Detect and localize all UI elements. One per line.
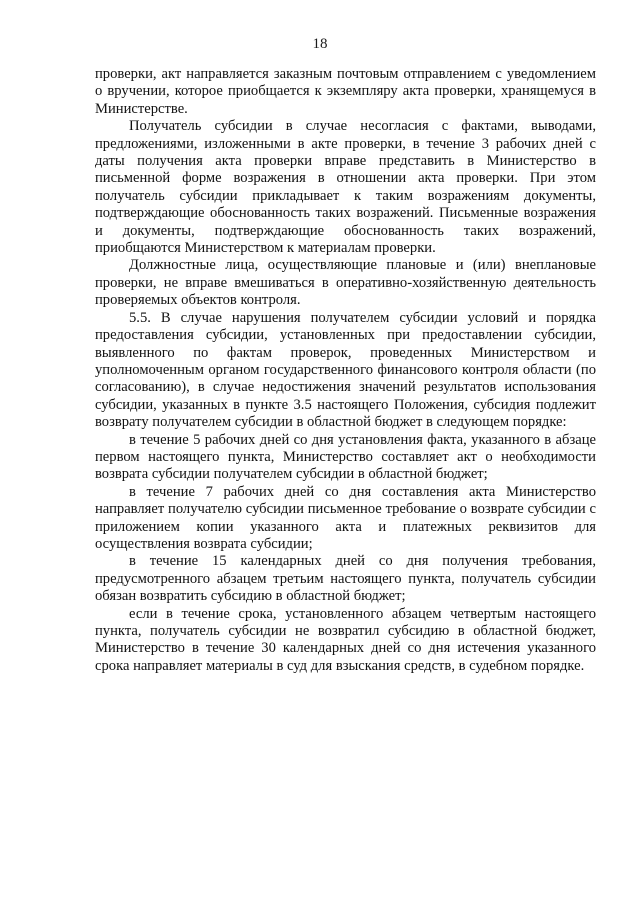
paragraph-court: если в течение срока, установленного абзацем четвертым настоящего пункта, получатель субсидии не возвратил субсидию в областной бюджет, Министерство в течение 30 календарных дней со дня истечения указанного срока направляет материалы в суд для взыскания средств, в судебном порядке. — [95, 605, 596, 674]
paragraph-clause-5-5: 5.5. В случае нарушения получателем субсидии условий и порядка предоставления субсидии, установленных при предоставлении субсидии, выявленного по фактам проверок, проведенных Министерством и уполномоченным органом государственного финансового контроля области (по согласованию), в случае недостижения значений результатов использования субсидии, указанных в пункте 3.5 настоящего Положения, субсидия подлежит возврату получателем субсидии в областной бюджет в следующем порядке: — [95, 309, 596, 431]
document-body — [95, 66, 596, 675]
paragraph-officials: Должностные лица, осуществляющие плановые и (или) внеплановые проверки, не вправе вмешиваться в оперативно-хозяйственную деятельность проверяемых объектов контроля. — [95, 257, 596, 309]
paragraph-5-days: в течение 5 рабочих дней со дня установления факта, указанного в абзаце первом настоящего пункта, Министерство составляет акт о необходимости возврата субсидии получателем субсидии в областной бюджет; — [95, 431, 596, 483]
paragraph-act-delivery: проверки, акт направляется заказным почтовым отправлением с уведомлением о вручении, которое приобщается к экземпляру акта проверки, хранящемуся в Министерстве. — [95, 66, 596, 117]
paragraph-7-days: в течение 7 рабочих дней со дня составления акта Министерство направляет получателю субсидии письменное требование о возврате субсидии с приложением копии указанного акта и платежных реквизитов для осуществления возврата субсидии; — [95, 483, 596, 552]
paragraph-15-days: в течение 15 календарных дней со дня получения требования, предусмотренного абзацем третьим настоящего пункта, получатель субсидии обязан возвратить субсидию в областной бюджет; — [95, 553, 596, 605]
page-number: 18 — [312, 36, 328, 52]
paragraph-objections: Получатель субсидии в случае несогласия с фактами, выводами, предложениями, изложенными в акте проверки, в течение 3 рабочих дней с даты получения акта проверки вправе представить в Министерство в письменной форме возражения в отношении акта проверки. При этом получатель субсидии прикладывает к таким возражениям документы, подтверждающие обоснованность таких возражений. Письменные возражения и документы, подтверждающие обоснованность таких возражений, приобщаются Министерством к материалам проверки. — [95, 118, 596, 257]
